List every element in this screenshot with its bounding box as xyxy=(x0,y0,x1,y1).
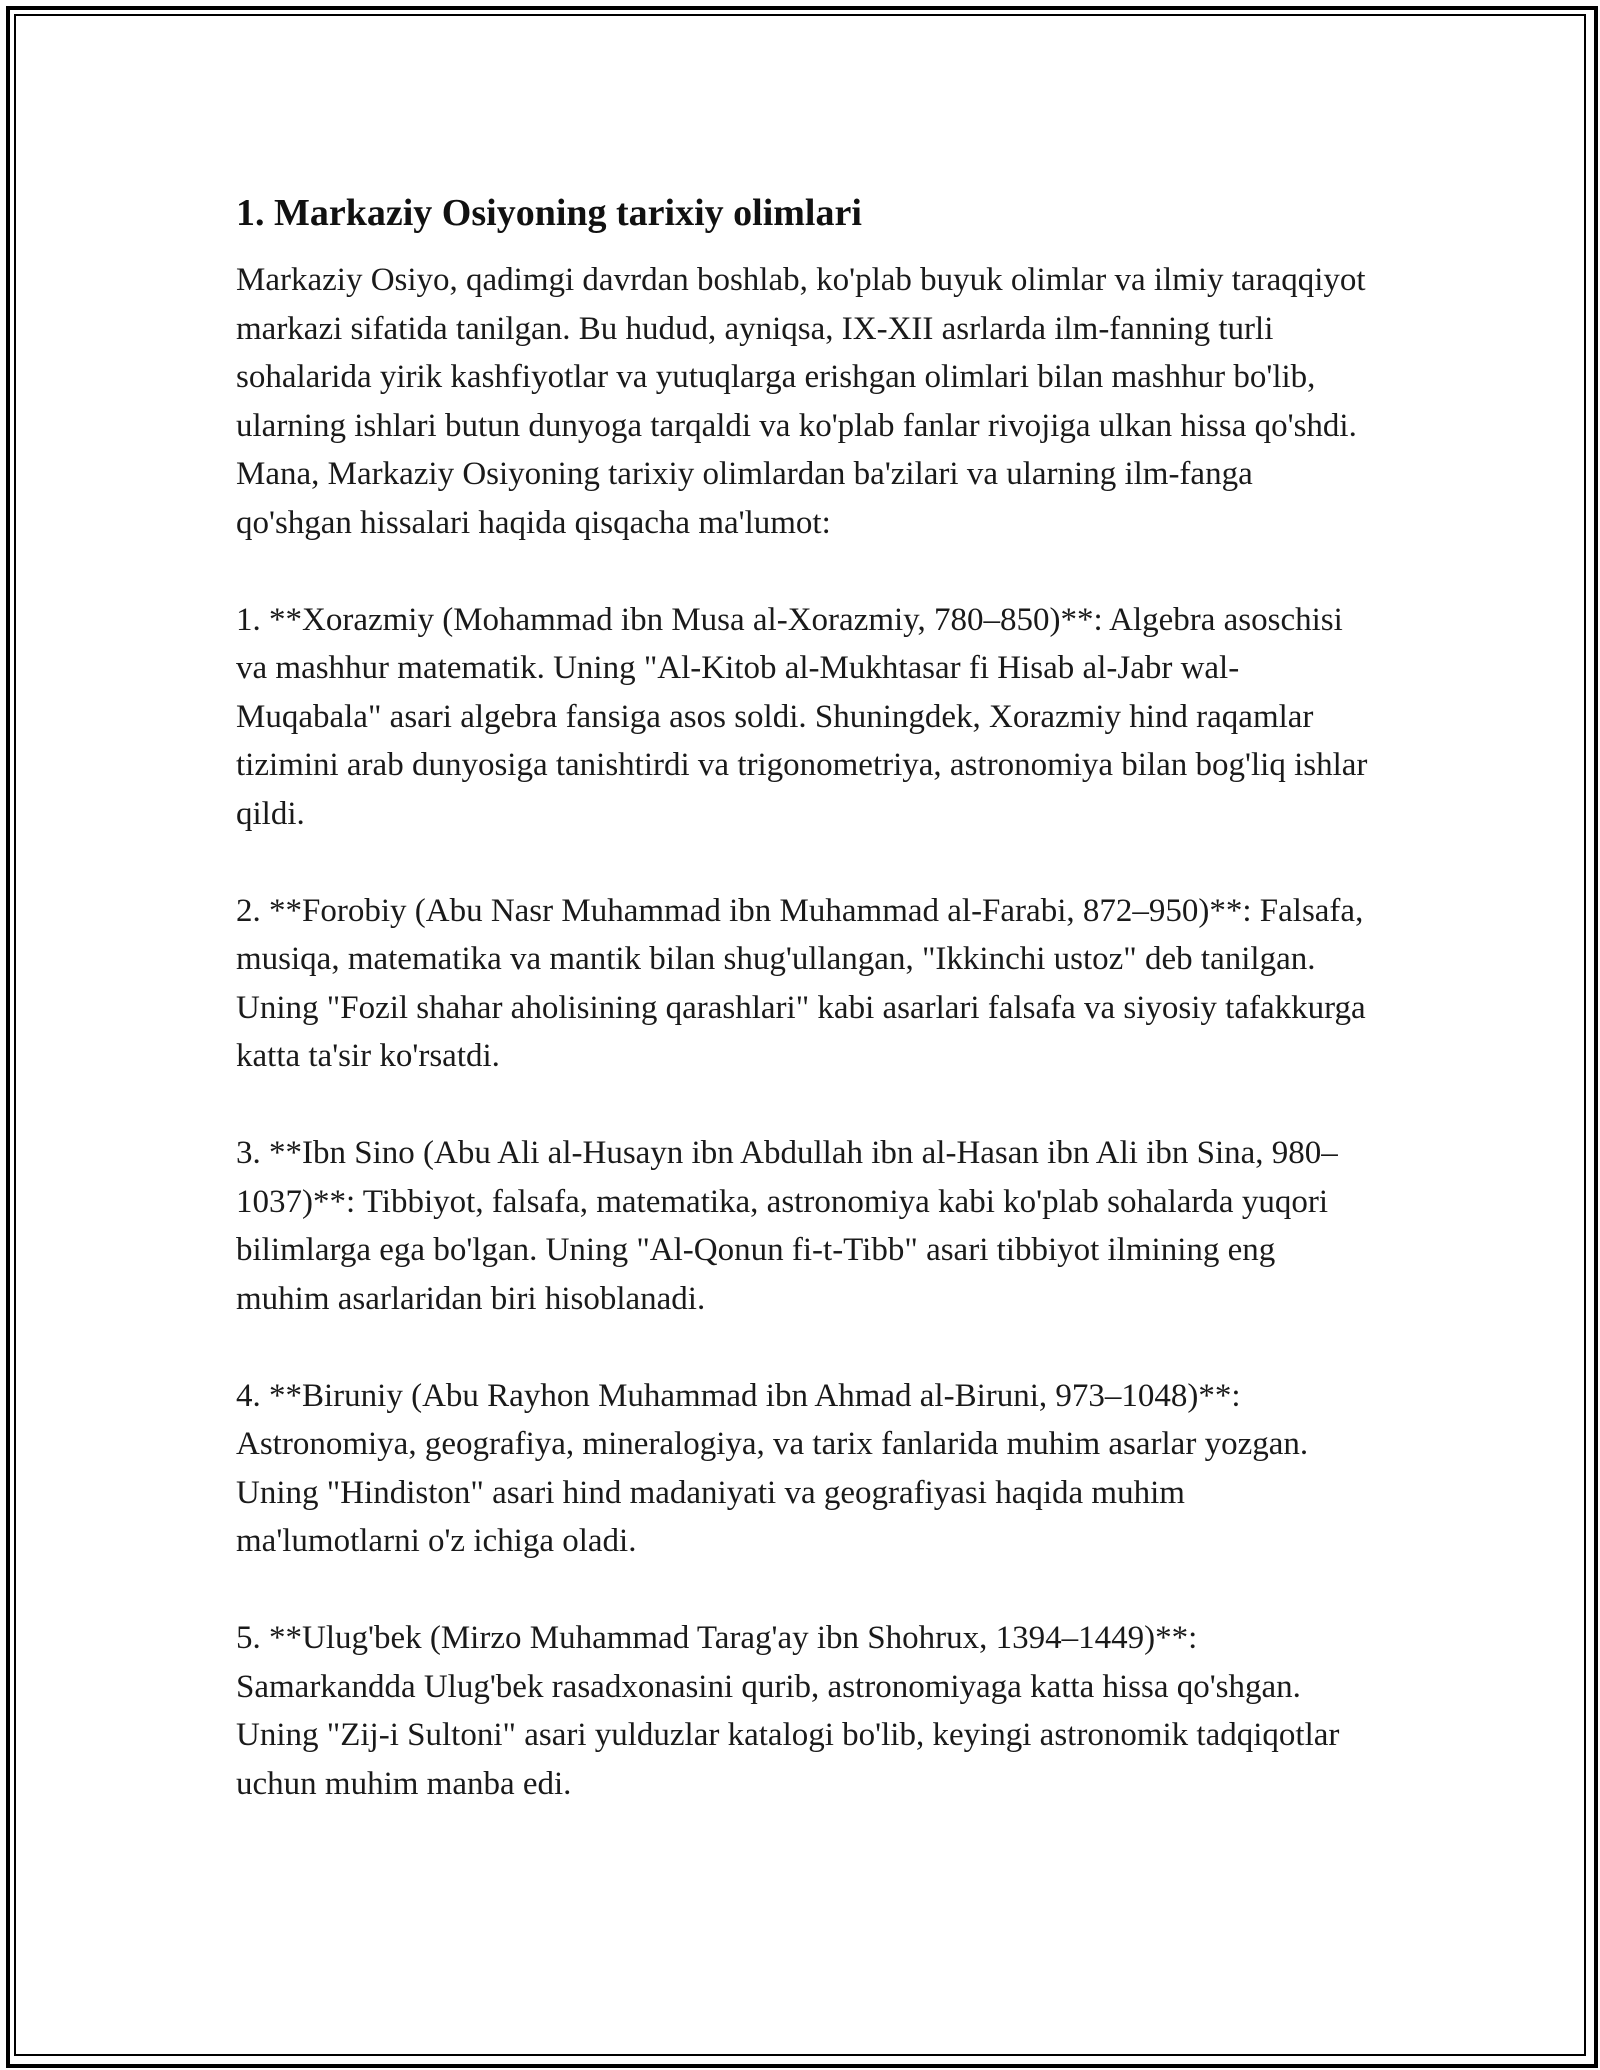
list-item-ibn-sino: 3. **Ibn Sino (Abu Ali al-Husayn ibn Abdullah ibn al-Hasan ibn Ali ibn Sina, 980–1037)**: Tibbiyot, falsafa, matematika, astronomiya kabi ko'plab sohalarda yuqori bilimlarga ega bo'lgan. Uning "Al-Qonun fi-t-Tibb" asari tibbiyot ilmining eng muhim asarlaridan biri hisoblanadi. xyxy=(236,1135,1338,1317)
document-body xyxy=(236,186,1376,1808)
list-item-biruniy: 4. **Biruniy (Abu Rayhon Muhammad ibn Ahmad al-Biruni, 973–1048)**: Astronomiya, geografiya, mineralogiya, va tarix fanlarida muhim asarlar yozgan. Uning "Hindiston" asari hind madaniyati va geografiyasi haqida muhim ma'lumotlarni o'z ichiga oladi. xyxy=(236,1377,1309,1559)
list-item-forobiy: 2. **Forobiy (Abu Nasr Muhammad ibn Muhammad al-Farabi, 872–950)**: Falsafa, musiqa, matematika va mantik bilan shug'ullangan, "Ikkinchi ustoz" deb tanilgan. Uning "Fozil shahar aholisining qarashlari" kabi asarlari falsafa va siyosiy tafakkurga katta ta'sir ko'rsatdi. xyxy=(236,892,1366,1074)
document-title: 1. Markaziy Osiyoning tarixiy olimlari xyxy=(236,192,862,234)
list-item-ulugbek: 5. **Ulug'bek (Mirzo Muhammad Tarag'ay ibn Shohrux, 1394–1449)**: Samarkandda Ulug'bek rasadxonasini qurib, astronomiyaga katta hissa qo'shgan. Uning "Zij-i Sultoni" asari yulduzlar katalogi bo'lib, keyingi astronomik tadqiqotlar uchun muhim manba edi. xyxy=(236,1620,1340,1802)
list-item-xorazmiy: 1. **Xorazmiy (Mohammad ibn Musa al-Xorazmiy, 780–850)**: Algebra asoschisi va mashhur matematik. Uning "Al-Kitob al-Mukhtasar fi Hisab al-Jabr wal-Muqabala" asari algebra fansiga asos soldi. Shuningdek, Xorazmiy hind raqamlar tizimini arab dunyosiga tanishtirdi va trigonometriya, astronomiya bilan bog'liq ishlar qildi. xyxy=(236,601,1368,832)
intro-paragraph: Markaziy Osiyo, qadimgi davrdan boshlab, ko'plab buyuk olimlar va ilmiy taraqqiyot markazi sifatida tanilgan. Bu hudud, ayniqsa, IX-XII asrlarda ilm-fanning turli sohalarida yirik kashfiyotlar va yutuqlarga erishgan olimlari bilan mashhur bo'lib, ularning ishlari butun dunyoga tarqaldi va ko'plab fanlar rivojiga ulkan hissa qo'shdi. Mana, Markaziy Osiyoning tarixiy olimlardan ba'zilari va ularning ilm-fanga qo'shgan hissalari haqida qisqacha ma'lumot: xyxy=(236,262,1366,541)
